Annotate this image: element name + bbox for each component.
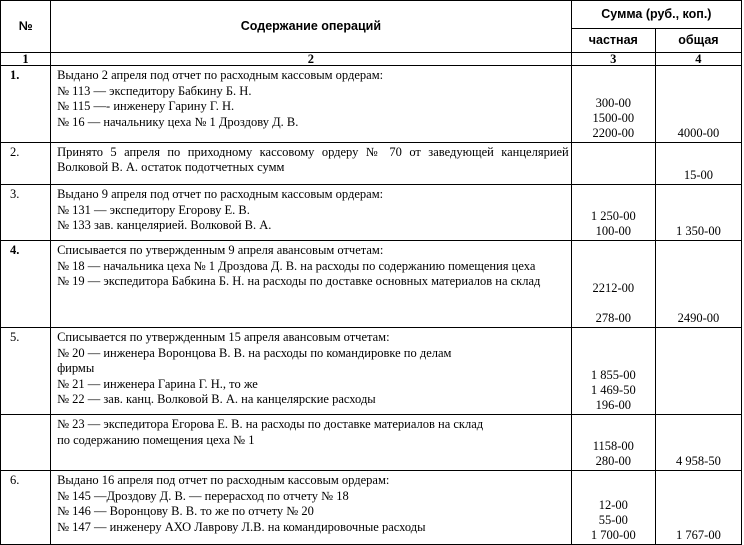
description-line: фирмы bbox=[57, 361, 95, 375]
partial-amount: 1158-00 bbox=[592, 439, 634, 453]
description-line: по содержанию помещения цеха № 1 bbox=[57, 432, 255, 447]
description-line: № 113 — экспедитору Бабкину Б. Н. bbox=[57, 83, 252, 98]
column-number: 2 bbox=[51, 53, 572, 66]
partial-amount: 1 700-00 bbox=[590, 528, 636, 542]
table-body bbox=[1, 66, 742, 545]
table-row bbox=[1, 328, 742, 415]
partial-amount: 55-00 bbox=[598, 513, 628, 527]
column-number-row bbox=[1, 53, 742, 66]
operation-description bbox=[51, 241, 572, 328]
operation-description bbox=[51, 185, 572, 241]
description-line: Выдано 2 апреля под отчет по расходным кассовым ордерам: bbox=[57, 68, 384, 82]
total-amount bbox=[655, 328, 741, 415]
description-line: № 147 — инженеру АХО Лаврову Л.В. на командировочные расходы bbox=[57, 519, 426, 534]
operation-description bbox=[51, 471, 572, 545]
description-line: Списывается по утвержденным 15 апреля авансовым отчетам: bbox=[57, 330, 390, 344]
partial-amounts bbox=[571, 185, 655, 241]
partial-amounts bbox=[571, 66, 655, 143]
description-line: Принято 5 апреля по приходному кассовому ордеру № 70 от заведующей канцелярией Волковой В. А. остаток подотчетных сумм bbox=[57, 145, 569, 174]
partial-amount: 196-00 bbox=[595, 398, 632, 412]
description-line: № 131 — экспедитору Егорову Е. В. bbox=[57, 202, 250, 217]
header-partial: частная bbox=[571, 29, 655, 53]
partial-amounts bbox=[571, 471, 655, 545]
operation-number bbox=[1, 415, 51, 471]
partial-amount: 278-00 bbox=[595, 311, 632, 325]
partial-amount: 2200-00 bbox=[592, 126, 635, 140]
table-row bbox=[1, 471, 742, 545]
partial-amount: 280-00 bbox=[595, 454, 632, 468]
header-content: Содержание операций bbox=[51, 1, 572, 53]
table-row bbox=[1, 241, 742, 328]
description-line: Списывается по утвержденным 9 апреля авансовым отчетам: bbox=[57, 243, 384, 257]
operation-number: 1. bbox=[1, 66, 51, 143]
total-amount: 1 350-00 bbox=[655, 185, 741, 241]
partial-amounts bbox=[571, 415, 655, 471]
partial-amounts bbox=[571, 143, 655, 185]
operation-description bbox=[51, 143, 572, 185]
partial-amount: 1 855-00 bbox=[590, 368, 636, 382]
partial-amount: 300-00 bbox=[595, 96, 632, 110]
description-line: Выдано 16 апреля под отчет по расходным кассовым ордерам: bbox=[57, 473, 390, 487]
total-amount: 15-00 bbox=[655, 143, 741, 185]
description-line: № 22 — зав. канц. Волковой В. А. на канцелярские расходы bbox=[57, 392, 376, 406]
operation-number: 3. bbox=[1, 185, 51, 241]
operation-number: 6. bbox=[1, 471, 51, 545]
operation-description bbox=[51, 415, 572, 471]
table-row bbox=[1, 66, 742, 143]
description-line: № 19 — экспедитора Бабкина Б. Н. на расходы по доставке основных материалов на склад bbox=[57, 274, 541, 288]
table-row bbox=[1, 143, 742, 185]
operation-number: 4. bbox=[1, 241, 51, 328]
operation-number: 2. bbox=[1, 143, 51, 185]
column-number: 3 bbox=[571, 53, 655, 66]
partial-amounts bbox=[571, 328, 655, 415]
partial-amount: 100-00 bbox=[595, 224, 632, 238]
partial-amounts bbox=[571, 241, 655, 328]
description-line: № 16 — начальнику цеха № 1 Дроздову Д. В. bbox=[57, 114, 299, 129]
partial-amount bbox=[572, 296, 655, 311]
partial-amount: 1 469-50 bbox=[590, 383, 636, 397]
description-line: № 145 —Дроздову Д. В. — перерасход по отчету № 18 bbox=[57, 488, 349, 503]
total-amount: 1 767-00 bbox=[655, 471, 741, 545]
total-amount: 4000-00 bbox=[655, 66, 741, 143]
description-line: № 146 — Воронцову В. В. то же по отчету № 20 bbox=[57, 504, 314, 518]
column-number: 4 bbox=[655, 53, 741, 66]
description-line: № 115 —- инженеру Гарину Г. Н. bbox=[57, 99, 235, 113]
operation-description bbox=[51, 328, 572, 415]
operation-description bbox=[51, 66, 572, 143]
column-number: 1 bbox=[1, 53, 51, 66]
partial-amount: 1 250-00 bbox=[590, 209, 636, 223]
header-sum: Сумма (руб., коп.) bbox=[571, 1, 741, 29]
partial-amount: 12-00 bbox=[598, 498, 628, 512]
total-amount: 2490-00 bbox=[655, 241, 741, 328]
description-line: № 18 — начальника цеха № 1 Дроздова Д. В. на расходы по содержанию помещения цеха bbox=[57, 258, 536, 273]
description-line: № 133 зав. канцелярией. Волковой В. А. bbox=[57, 218, 272, 232]
total-amount: 4 958-50 bbox=[655, 415, 741, 471]
description-line: № 21 — инженера Гарина Г. Н., то же bbox=[57, 376, 258, 391]
description-line: № 20 — инженера Воронцова В. В. на расходы по командировке по делам bbox=[57, 345, 452, 360]
description-line: Выдано 9 апреля под отчет по расходным кассовым ордерам: bbox=[57, 187, 384, 201]
table-header bbox=[1, 1, 742, 66]
operation-number: 5. bbox=[1, 328, 51, 415]
header-number: № bbox=[1, 1, 51, 53]
partial-amount: 1500-00 bbox=[592, 111, 635, 125]
partial-amount: 2212-00 bbox=[592, 281, 635, 295]
description-line: № 23 — экспедитора Егорова Е. В. на расходы по доставке материалов на склад bbox=[57, 417, 484, 431]
table-row bbox=[1, 185, 742, 241]
header-total: общая bbox=[655, 29, 741, 53]
table-row bbox=[1, 415, 742, 471]
